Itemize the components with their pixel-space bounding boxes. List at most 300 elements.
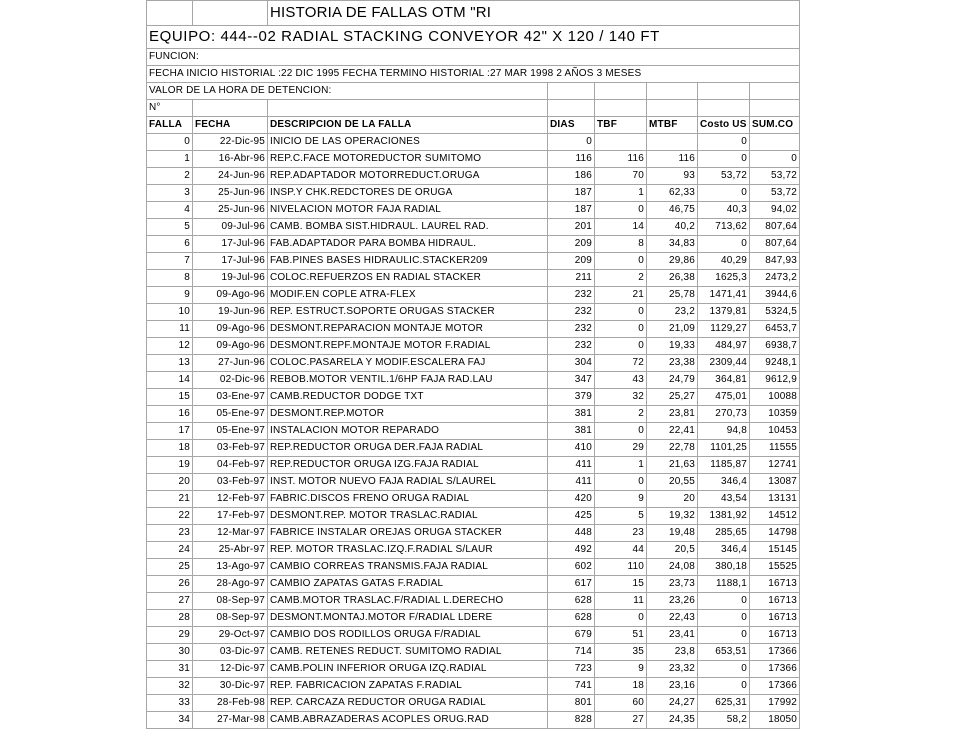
cell-mtbf[interactable]: 23,32 bbox=[647, 661, 698, 678]
cell-costo-us[interactable]: 0 bbox=[698, 151, 750, 168]
cell-sum-costo[interactable]: 18050 bbox=[750, 712, 800, 729]
cell-mtbf[interactable]: 116 bbox=[647, 151, 698, 168]
cell-falla-number[interactable]: 27 bbox=[147, 593, 193, 610]
cell-tbf[interactable]: 44 bbox=[595, 542, 647, 559]
cell-fecha[interactable]: 25-Jun-96 bbox=[193, 185, 268, 202]
cell-falla-number[interactable]: 2 bbox=[147, 168, 193, 185]
cell[interactable] bbox=[147, 1, 193, 26]
cell-costo-us[interactable]: 0 bbox=[698, 661, 750, 678]
cell-descripcion[interactable]: FABRICE INSTALAR OREJAS ORUGA STACKER bbox=[268, 525, 548, 542]
cell-descripcion[interactable]: INSP.Y CHK.REDCTORES DE ORUGA bbox=[268, 185, 548, 202]
cell-descripcion[interactable]: COLOC.PASARELA Y MODIF.ESCALERA FAJ bbox=[268, 355, 548, 372]
cell-descripcion[interactable]: DESMONT.REPARACION MONTAJE MOTOR bbox=[268, 321, 548, 338]
cell-mtbf[interactable]: 23,26 bbox=[647, 593, 698, 610]
cell-dias[interactable]: 186 bbox=[548, 168, 595, 185]
cell-descripcion[interactable]: DESMONT.MONTAJ.MOTOR F/RADIAL LDERE bbox=[268, 610, 548, 627]
cell-sum-costo[interactable]: 16713 bbox=[750, 576, 800, 593]
cell-dias[interactable]: 232 bbox=[548, 321, 595, 338]
cell-costo-us[interactable]: 484,97 bbox=[698, 338, 750, 355]
cell-tbf[interactable]: 72 bbox=[595, 355, 647, 372]
cell-fecha[interactable]: 27-Jun-96 bbox=[193, 355, 268, 372]
cell-tbf[interactable]: 21 bbox=[595, 287, 647, 304]
cell-mtbf[interactable]: 46,75 bbox=[647, 202, 698, 219]
col-header-mtbf[interactable]: MTBF bbox=[647, 117, 698, 134]
cell-tbf[interactable]: 9 bbox=[595, 661, 647, 678]
cell-mtbf[interactable]: 19,33 bbox=[647, 338, 698, 355]
cell-mtbf[interactable]: 25,78 bbox=[647, 287, 698, 304]
cell-sum-costo[interactable]: 9612,9 bbox=[750, 372, 800, 389]
cell-falla-number[interactable]: 4 bbox=[147, 202, 193, 219]
cell-sum-costo[interactable]: 53,72 bbox=[750, 168, 800, 185]
cell-mtbf[interactable]: 24,79 bbox=[647, 372, 698, 389]
cell-descripcion[interactable]: CAMB.REDUCTOR DODGE TXT bbox=[268, 389, 548, 406]
cell-fecha[interactable]: 17-Jul-96 bbox=[193, 253, 268, 270]
cell-costo-us[interactable]: 53,72 bbox=[698, 168, 750, 185]
cell-falla-number[interactable]: 16 bbox=[147, 406, 193, 423]
cell-mtbf[interactable]: 22,41 bbox=[647, 423, 698, 440]
cell-mtbf[interactable]: 93 bbox=[647, 168, 698, 185]
cell-fecha[interactable]: 08-Sep-97 bbox=[193, 593, 268, 610]
cell-fecha[interactable]: 17-Feb-97 bbox=[193, 508, 268, 525]
cell-falla-number[interactable]: 7 bbox=[147, 253, 193, 270]
cell-descripcion[interactable]: INST. MOTOR NUEVO FAJA RADIAL S/LAUREL bbox=[268, 474, 548, 491]
cell-tbf[interactable]: 27 bbox=[595, 712, 647, 729]
cell-fecha[interactable]: 12-Feb-97 bbox=[193, 491, 268, 508]
col-header-sum[interactable]: SUM.CO bbox=[750, 117, 800, 134]
cell-costo-us[interactable]: 346,4 bbox=[698, 474, 750, 491]
cell[interactable] bbox=[268, 100, 548, 117]
cell-fecha[interactable]: 19-Jun-96 bbox=[193, 304, 268, 321]
cell-costo-us[interactable]: 2309,44 bbox=[698, 355, 750, 372]
cell-costo-us[interactable]: 40,29 bbox=[698, 253, 750, 270]
cell-sum-costo[interactable]: 13087 bbox=[750, 474, 800, 491]
cell-descripcion[interactable]: CAMB. RETENES REDUCT. SUMITOMO RADIAL bbox=[268, 644, 548, 661]
cell[interactable] bbox=[595, 100, 647, 117]
cell-descripcion[interactable]: REBOB.MOTOR VENTIL.1/6HP FAJA RAD.LAU bbox=[268, 372, 548, 389]
cell-tbf[interactable]: 0 bbox=[595, 610, 647, 627]
cell-costo-us[interactable]: 1471,41 bbox=[698, 287, 750, 304]
cell-sum-costo[interactable]: 17366 bbox=[750, 644, 800, 661]
cell-fecha[interactable]: 19-Jul-96 bbox=[193, 270, 268, 287]
cell-falla-number[interactable]: 5 bbox=[147, 219, 193, 236]
cell-tbf[interactable]: 29 bbox=[595, 440, 647, 457]
cell-descripcion[interactable]: FABRIC.DISCOS FRENO ORUGA RADIAL bbox=[268, 491, 548, 508]
cell[interactable] bbox=[647, 83, 698, 100]
cell-falla-number[interactable]: 3 bbox=[147, 185, 193, 202]
cell-mtbf[interactable]: 26,38 bbox=[647, 270, 698, 287]
cell-costo-us[interactable]: 0 bbox=[698, 610, 750, 627]
cell-descripcion[interactable]: REP.ADAPTADOR MOTORREDUCT.ORUGA bbox=[268, 168, 548, 185]
cell-costo-us[interactable]: 346,4 bbox=[698, 542, 750, 559]
cell-falla-number[interactable]: 0 bbox=[147, 134, 193, 151]
cell-costo-us[interactable]: 364,81 bbox=[698, 372, 750, 389]
cell-mtbf[interactable]: 23,16 bbox=[647, 678, 698, 695]
cell-fecha[interactable]: 05-Ene-97 bbox=[193, 423, 268, 440]
cell-dias[interactable]: 617 bbox=[548, 576, 595, 593]
cell-fecha[interactable]: 12-Dic-97 bbox=[193, 661, 268, 678]
cell-falla-number[interactable]: 17 bbox=[147, 423, 193, 440]
cell-falla-number[interactable]: 12 bbox=[147, 338, 193, 355]
cell-descripcion[interactable]: INICIO DE LAS OPERACIONES bbox=[268, 134, 548, 151]
cell-fecha[interactable]: 04-Feb-97 bbox=[193, 457, 268, 474]
cell-dias[interactable]: 425 bbox=[548, 508, 595, 525]
cell-descripcion[interactable]: CAMBIO ZAPATAS GATAS F.RADIAL bbox=[268, 576, 548, 593]
cell-fecha[interactable]: 03-Feb-97 bbox=[193, 474, 268, 491]
equipment-label[interactable]: EQUIPO: 444--02 RADIAL STACKING CONVEYOR 42" X 120 / 140 FT bbox=[147, 26, 800, 49]
cell-mtbf[interactable]: 25,27 bbox=[647, 389, 698, 406]
cell-dias[interactable]: 381 bbox=[548, 423, 595, 440]
cell-tbf[interactable]: 1 bbox=[595, 457, 647, 474]
cell-falla-number[interactable]: 30 bbox=[147, 644, 193, 661]
cell-fecha[interactable]: 03-Dic-97 bbox=[193, 644, 268, 661]
cell-sum-costo[interactable] bbox=[750, 134, 800, 151]
cell-dias[interactable]: 828 bbox=[548, 712, 595, 729]
cell[interactable] bbox=[193, 100, 268, 117]
cell-mtbf[interactable]: 34,83 bbox=[647, 236, 698, 253]
cell-dias[interactable]: 209 bbox=[548, 236, 595, 253]
cell-sum-costo[interactable]: 14512 bbox=[750, 508, 800, 525]
cell-mtbf[interactable]: 23,38 bbox=[647, 355, 698, 372]
cell-fecha[interactable]: 17-Jul-96 bbox=[193, 236, 268, 253]
cell[interactable] bbox=[595, 83, 647, 100]
cell-mtbf[interactable]: 21,09 bbox=[647, 321, 698, 338]
cell-descripcion[interactable]: CAMB.ABRAZADERAS ACOPLES ORUG.RAD bbox=[268, 712, 548, 729]
cell-dias[interactable]: 347 bbox=[548, 372, 595, 389]
cell-descripcion[interactable]: COLOC.REFUERZOS EN RADIAL STACKER bbox=[268, 270, 548, 287]
cell-sum-costo[interactable]: 53,72 bbox=[750, 185, 800, 202]
cell-descripcion[interactable]: CAMBIO DOS RODILLOS ORUGA F/RADIAL bbox=[268, 627, 548, 644]
cell-sum-costo[interactable]: 16713 bbox=[750, 593, 800, 610]
cell[interactable] bbox=[193, 1, 268, 26]
cell-fecha[interactable]: 03-Feb-97 bbox=[193, 440, 268, 457]
cell-dias[interactable]: 379 bbox=[548, 389, 595, 406]
cell-sum-costo[interactable]: 10453 bbox=[750, 423, 800, 440]
cell-descripcion[interactable]: DESMONT.REPF.MONTAJE MOTOR F.RADIAL bbox=[268, 338, 548, 355]
cell[interactable] bbox=[750, 83, 800, 100]
cell-dias[interactable]: 381 bbox=[548, 406, 595, 423]
cell-mtbf[interactable]: 21,63 bbox=[647, 457, 698, 474]
cell-tbf[interactable]: 23 bbox=[595, 525, 647, 542]
cell-costo-us[interactable]: 0 bbox=[698, 134, 750, 151]
cell-fecha[interactable]: 09-Ago-96 bbox=[193, 287, 268, 304]
cell-costo-us[interactable]: 0 bbox=[698, 627, 750, 644]
cell-mtbf[interactable]: 19,32 bbox=[647, 508, 698, 525]
cell-fecha[interactable]: 09-Ago-96 bbox=[193, 338, 268, 355]
cell-sum-costo[interactable]: 14798 bbox=[750, 525, 800, 542]
cell-dias[interactable]: 411 bbox=[548, 474, 595, 491]
cell-tbf[interactable]: 11 bbox=[595, 593, 647, 610]
cell-falla-number[interactable]: 25 bbox=[147, 559, 193, 576]
cell-tbf[interactable]: 35 bbox=[595, 644, 647, 661]
cell-dias[interactable]: 410 bbox=[548, 440, 595, 457]
cell-falla-number[interactable]: 14 bbox=[147, 372, 193, 389]
cell-mtbf[interactable]: 20,5 bbox=[647, 542, 698, 559]
sheet-title[interactable]: HISTORIA DE FALLAS OTM "RI bbox=[268, 1, 800, 26]
cell-costo-us[interactable]: 380,18 bbox=[698, 559, 750, 576]
cell-fecha[interactable]: 25-Jun-96 bbox=[193, 202, 268, 219]
cell-fecha[interactable]: 09-Ago-96 bbox=[193, 321, 268, 338]
cell-dias[interactable]: 492 bbox=[548, 542, 595, 559]
col-header-tbf[interactable]: TBF bbox=[595, 117, 647, 134]
cell[interactable] bbox=[750, 100, 800, 117]
cell-costo-us[interactable]: 653,51 bbox=[698, 644, 750, 661]
cell-dias[interactable]: 211 bbox=[548, 270, 595, 287]
cell-tbf[interactable]: 70 bbox=[595, 168, 647, 185]
cell-descripcion[interactable]: CAMB.POLIN INFERIOR ORUGA IZQ.RADIAL bbox=[268, 661, 548, 678]
cell-dias[interactable]: 448 bbox=[548, 525, 595, 542]
cell-sum-costo[interactable]: 10088 bbox=[750, 389, 800, 406]
cell-fecha[interactable]: 27-Mar-98 bbox=[193, 712, 268, 729]
cell-descripcion[interactable]: REP. MOTOR TRASLAC.IZQ.F.RADIAL S/LAUR bbox=[268, 542, 548, 559]
cell-falla-number[interactable]: 20 bbox=[147, 474, 193, 491]
cell-fecha[interactable]: 25-Abr-97 bbox=[193, 542, 268, 559]
cell-descripcion[interactable]: CAMB.MOTOR TRASLAC.F/RADIAL L.DERECHO bbox=[268, 593, 548, 610]
cell-costo-us[interactable]: 1381,92 bbox=[698, 508, 750, 525]
cell-falla-number[interactable]: 6 bbox=[147, 236, 193, 253]
cell-descripcion[interactable]: REP. ESTRUCT.SOPORTE ORUGAS STACKER bbox=[268, 304, 548, 321]
cell-tbf[interactable]: 5 bbox=[595, 508, 647, 525]
cell-costo-us[interactable]: 1101,25 bbox=[698, 440, 750, 457]
cell-sum-costo[interactable]: 12741 bbox=[750, 457, 800, 474]
cell-costo-us[interactable]: 0 bbox=[698, 185, 750, 202]
cell-tbf[interactable]: 0 bbox=[595, 321, 647, 338]
cell-sum-costo[interactable]: 16713 bbox=[750, 627, 800, 644]
cell-sum-costo[interactable]: 807,64 bbox=[750, 219, 800, 236]
cell-falla-number[interactable]: 21 bbox=[147, 491, 193, 508]
cell-mtbf[interactable]: 23,81 bbox=[647, 406, 698, 423]
cell-mtbf[interactable]: 29,86 bbox=[647, 253, 698, 270]
cell-tbf[interactable]: 9 bbox=[595, 491, 647, 508]
cell-descripcion[interactable]: FAB.ADAPTADOR PARA BOMBA HIDRAUL. bbox=[268, 236, 548, 253]
cell-dias[interactable]: 201 bbox=[548, 219, 595, 236]
cell-costo-us[interactable]: 1625,3 bbox=[698, 270, 750, 287]
cell-descripcion[interactable]: NIVELACION MOTOR FAJA RADIAL bbox=[268, 202, 548, 219]
cell-costo-us[interactable]: 0 bbox=[698, 236, 750, 253]
cell-fecha[interactable]: 13-Ago-97 bbox=[193, 559, 268, 576]
cell-tbf[interactable]: 32 bbox=[595, 389, 647, 406]
cell-tbf[interactable]: 51 bbox=[595, 627, 647, 644]
cell-mtbf[interactable]: 24,27 bbox=[647, 695, 698, 712]
cell-dias[interactable]: 411 bbox=[548, 457, 595, 474]
cell-falla-number[interactable]: 18 bbox=[147, 440, 193, 457]
cell-dias[interactable]: 741 bbox=[548, 678, 595, 695]
cell-falla-number[interactable]: 32 bbox=[147, 678, 193, 695]
cell-mtbf[interactable]: 62,33 bbox=[647, 185, 698, 202]
cell[interactable] bbox=[647, 100, 698, 117]
cell-sum-costo[interactable]: 847,93 bbox=[750, 253, 800, 270]
cell-tbf[interactable]: 1 bbox=[595, 185, 647, 202]
cell-sum-costo[interactable]: 94,02 bbox=[750, 202, 800, 219]
cell-mtbf[interactable]: 40,2 bbox=[647, 219, 698, 236]
cell-sum-costo[interactable]: 11555 bbox=[750, 440, 800, 457]
cell-tbf[interactable]: 0 bbox=[595, 474, 647, 491]
cell-sum-costo[interactable]: 17992 bbox=[750, 695, 800, 712]
cell-tbf[interactable]: 0 bbox=[595, 338, 647, 355]
cell-sum-costo[interactable]: 3944,6 bbox=[750, 287, 800, 304]
cell-sum-costo[interactable]: 15525 bbox=[750, 559, 800, 576]
cell-fecha[interactable]: 05-Ene-97 bbox=[193, 406, 268, 423]
cell-costo-us[interactable]: 270,73 bbox=[698, 406, 750, 423]
cell-tbf[interactable]: 43 bbox=[595, 372, 647, 389]
cell-tbf[interactable]: 8 bbox=[595, 236, 647, 253]
cell-falla-number[interactable]: 23 bbox=[147, 525, 193, 542]
cell-tbf[interactable]: 18 bbox=[595, 678, 647, 695]
cell-sum-costo[interactable]: 807,64 bbox=[750, 236, 800, 253]
cell-tbf[interactable]: 0 bbox=[595, 304, 647, 321]
cell-costo-us[interactable]: 713,62 bbox=[698, 219, 750, 236]
cell-tbf[interactable]: 0 bbox=[595, 202, 647, 219]
cell-falla-number[interactable]: 19 bbox=[147, 457, 193, 474]
cell-sum-costo[interactable]: 6453,7 bbox=[750, 321, 800, 338]
cell-falla-number[interactable]: 26 bbox=[147, 576, 193, 593]
cell-sum-costo[interactable]: 17366 bbox=[750, 678, 800, 695]
col-header-falla[interactable]: FALLA bbox=[147, 117, 193, 134]
cell-dias[interactable]: 420 bbox=[548, 491, 595, 508]
cell-costo-us[interactable]: 0 bbox=[698, 593, 750, 610]
cell-costo-us[interactable]: 1185,87 bbox=[698, 457, 750, 474]
history-dates[interactable]: FECHA INICIO HISTORIAL :22 DIC 1995 FECHA TERMINO HISTORIAL :27 MAR 1998 2 AÑOS 3 MESES bbox=[147, 66, 800, 83]
cell-descripcion[interactable]: DESMONT.REP.MOTOR bbox=[268, 406, 548, 423]
cell-falla-number[interactable]: 1 bbox=[147, 151, 193, 168]
cell-falla-number[interactable]: 13 bbox=[147, 355, 193, 372]
cell-fecha[interactable]: 28-Feb-98 bbox=[193, 695, 268, 712]
cell-mtbf[interactable]: 23,41 bbox=[647, 627, 698, 644]
cell-costo-us[interactable]: 58,2 bbox=[698, 712, 750, 729]
cell-costo-us[interactable]: 475,01 bbox=[698, 389, 750, 406]
cell-costo-us[interactable]: 0 bbox=[698, 678, 750, 695]
cell-costo-us[interactable]: 40,3 bbox=[698, 202, 750, 219]
cell-dias[interactable]: 628 bbox=[548, 593, 595, 610]
cell-descripcion[interactable]: MODIF.EN COPLE ATRA-FLEX bbox=[268, 287, 548, 304]
col-header-fecha[interactable]: FECHA bbox=[193, 117, 268, 134]
cell-costo-us[interactable]: 43,54 bbox=[698, 491, 750, 508]
cell-tbf[interactable]: 110 bbox=[595, 559, 647, 576]
cell-mtbf[interactable]: 23,2 bbox=[647, 304, 698, 321]
cell-tbf[interactable]: 116 bbox=[595, 151, 647, 168]
cell-falla-number[interactable]: 34 bbox=[147, 712, 193, 729]
cell-mtbf[interactable]: 23,73 bbox=[647, 576, 698, 593]
cell-dias[interactable]: 714 bbox=[548, 644, 595, 661]
cell-mtbf[interactable]: 22,43 bbox=[647, 610, 698, 627]
cell-tbf[interactable]: 2 bbox=[595, 406, 647, 423]
cell-fecha[interactable]: 30-Dic-97 bbox=[193, 678, 268, 695]
cell-descripcion[interactable]: REP.REDUCTOR ORUGA IZG.FAJA RADIAL bbox=[268, 457, 548, 474]
cell[interactable] bbox=[548, 100, 595, 117]
cell-descripcion[interactable]: REP. FABRICACION ZAPATAS F.RADIAL bbox=[268, 678, 548, 695]
col-header-costo[interactable]: Costo US bbox=[698, 117, 750, 134]
cell-costo-us[interactable]: 1129,27 bbox=[698, 321, 750, 338]
cell-fecha[interactable]: 29-Oct-97 bbox=[193, 627, 268, 644]
cell-sum-costo[interactable]: 2473,2 bbox=[750, 270, 800, 287]
function-label[interactable]: FUNCION: bbox=[147, 49, 800, 66]
cell-dias[interactable]: 232 bbox=[548, 287, 595, 304]
cell-falla-number[interactable]: 31 bbox=[147, 661, 193, 678]
cell-dias[interactable]: 232 bbox=[548, 338, 595, 355]
cell-dias[interactable]: 232 bbox=[548, 304, 595, 321]
cell-falla-number[interactable]: 9 bbox=[147, 287, 193, 304]
cell-costo-us[interactable]: 285,65 bbox=[698, 525, 750, 542]
cell-tbf[interactable]: 14 bbox=[595, 219, 647, 236]
cell-sum-costo[interactable]: 10359 bbox=[750, 406, 800, 423]
cell-descripcion[interactable]: FAB.PINES BASES HIDRAULIC.STACKER209 bbox=[268, 253, 548, 270]
cell-dias[interactable]: 602 bbox=[548, 559, 595, 576]
cell-fecha[interactable]: 28-Ago-97 bbox=[193, 576, 268, 593]
cell-fecha[interactable]: 16-Abr-96 bbox=[193, 151, 268, 168]
cell-descripcion[interactable]: REP. CARCAZA REDUCTOR ORUGA RADIAL bbox=[268, 695, 548, 712]
cell-falla-number[interactable]: 10 bbox=[147, 304, 193, 321]
cell-dias[interactable]: 801 bbox=[548, 695, 595, 712]
col-header-dias[interactable]: DIAS bbox=[548, 117, 595, 134]
cell-mtbf[interactable]: 20,55 bbox=[647, 474, 698, 491]
cell-fecha[interactable]: 24-Jun-96 bbox=[193, 168, 268, 185]
cell-mtbf[interactable]: 23,8 bbox=[647, 644, 698, 661]
cell-dias[interactable]: 679 bbox=[548, 627, 595, 644]
cell-sum-costo[interactable]: 0 bbox=[750, 151, 800, 168]
cell-falla-number[interactable]: 22 bbox=[147, 508, 193, 525]
cell-sum-costo[interactable]: 15145 bbox=[750, 542, 800, 559]
cell-fecha[interactable]: 09-Jul-96 bbox=[193, 219, 268, 236]
cell-dias[interactable]: 187 bbox=[548, 202, 595, 219]
cell-dias[interactable]: 304 bbox=[548, 355, 595, 372]
cell-tbf[interactable]: 0 bbox=[595, 253, 647, 270]
cell-falla-number[interactable]: 33 bbox=[147, 695, 193, 712]
cell-falla-number[interactable]: 29 bbox=[147, 627, 193, 644]
cell-costo-us[interactable]: 94,8 bbox=[698, 423, 750, 440]
cell-descripcion[interactable]: CAMB. BOMBA SIST.HIDRAUL. LAUREL RAD. bbox=[268, 219, 548, 236]
cell-descripcion[interactable]: REP.C.FACE MOTOREDUCTOR SUMITOMO bbox=[268, 151, 548, 168]
cell-fecha[interactable]: 12-Mar-97 bbox=[193, 525, 268, 542]
cell-dias[interactable]: 187 bbox=[548, 185, 595, 202]
cell-descripcion[interactable]: DESMONT.REP. MOTOR TRASLAC.RADIAL bbox=[268, 508, 548, 525]
cell-sum-costo[interactable]: 6938,7 bbox=[750, 338, 800, 355]
cell-sum-costo[interactable]: 5324,5 bbox=[750, 304, 800, 321]
cell-tbf[interactable]: 2 bbox=[595, 270, 647, 287]
cell-tbf[interactable]: 60 bbox=[595, 695, 647, 712]
cell-falla-number[interactable]: 28 bbox=[147, 610, 193, 627]
cell-sum-costo[interactable]: 16713 bbox=[750, 610, 800, 627]
cell-tbf[interactable]: 15 bbox=[595, 576, 647, 593]
hour-value-label[interactable]: VALOR DE LA HORA DE DETENCION: bbox=[147, 83, 548, 100]
cell-falla-number[interactable]: 24 bbox=[147, 542, 193, 559]
cell-falla-number[interactable]: 8 bbox=[147, 270, 193, 287]
cell-tbf[interactable]: 0 bbox=[595, 423, 647, 440]
cell-costo-us[interactable]: 1188,1 bbox=[698, 576, 750, 593]
cell-descripcion[interactable]: CAMBIO CORREAS TRANSMIS.FAJA RADIAL bbox=[268, 559, 548, 576]
cell[interactable] bbox=[698, 83, 750, 100]
cell-mtbf[interactable]: 24,08 bbox=[647, 559, 698, 576]
cell-mtbf[interactable]: 22,78 bbox=[647, 440, 698, 457]
cell-mtbf[interactable] bbox=[647, 134, 698, 151]
cell-mtbf[interactable]: 24,35 bbox=[647, 712, 698, 729]
cell-fecha[interactable]: 22-Dic-95 bbox=[193, 134, 268, 151]
cell-dias[interactable]: 723 bbox=[548, 661, 595, 678]
cell-dias[interactable]: 209 bbox=[548, 253, 595, 270]
cell[interactable] bbox=[548, 83, 595, 100]
cell-dias[interactable]: 116 bbox=[548, 151, 595, 168]
cell-tbf[interactable] bbox=[595, 134, 647, 151]
number-label[interactable]: N° bbox=[147, 100, 193, 117]
cell-sum-costo[interactable]: 9248,1 bbox=[750, 355, 800, 372]
cell-sum-costo[interactable]: 13131 bbox=[750, 491, 800, 508]
cell-mtbf[interactable]: 20 bbox=[647, 491, 698, 508]
cell-descripcion[interactable]: INSTALACION MOTOR REPARADO bbox=[268, 423, 548, 440]
cell-costo-us[interactable]: 625,31 bbox=[698, 695, 750, 712]
cell-descripcion[interactable]: REP.REDUCTOR ORUGA DER.FAJA RADIAL bbox=[268, 440, 548, 457]
cell-dias[interactable]: 628 bbox=[548, 610, 595, 627]
cell-fecha[interactable]: 08-Sep-97 bbox=[193, 610, 268, 627]
cell-fecha[interactable]: 03-Ene-97 bbox=[193, 389, 268, 406]
cell-falla-number[interactable]: 11 bbox=[147, 321, 193, 338]
